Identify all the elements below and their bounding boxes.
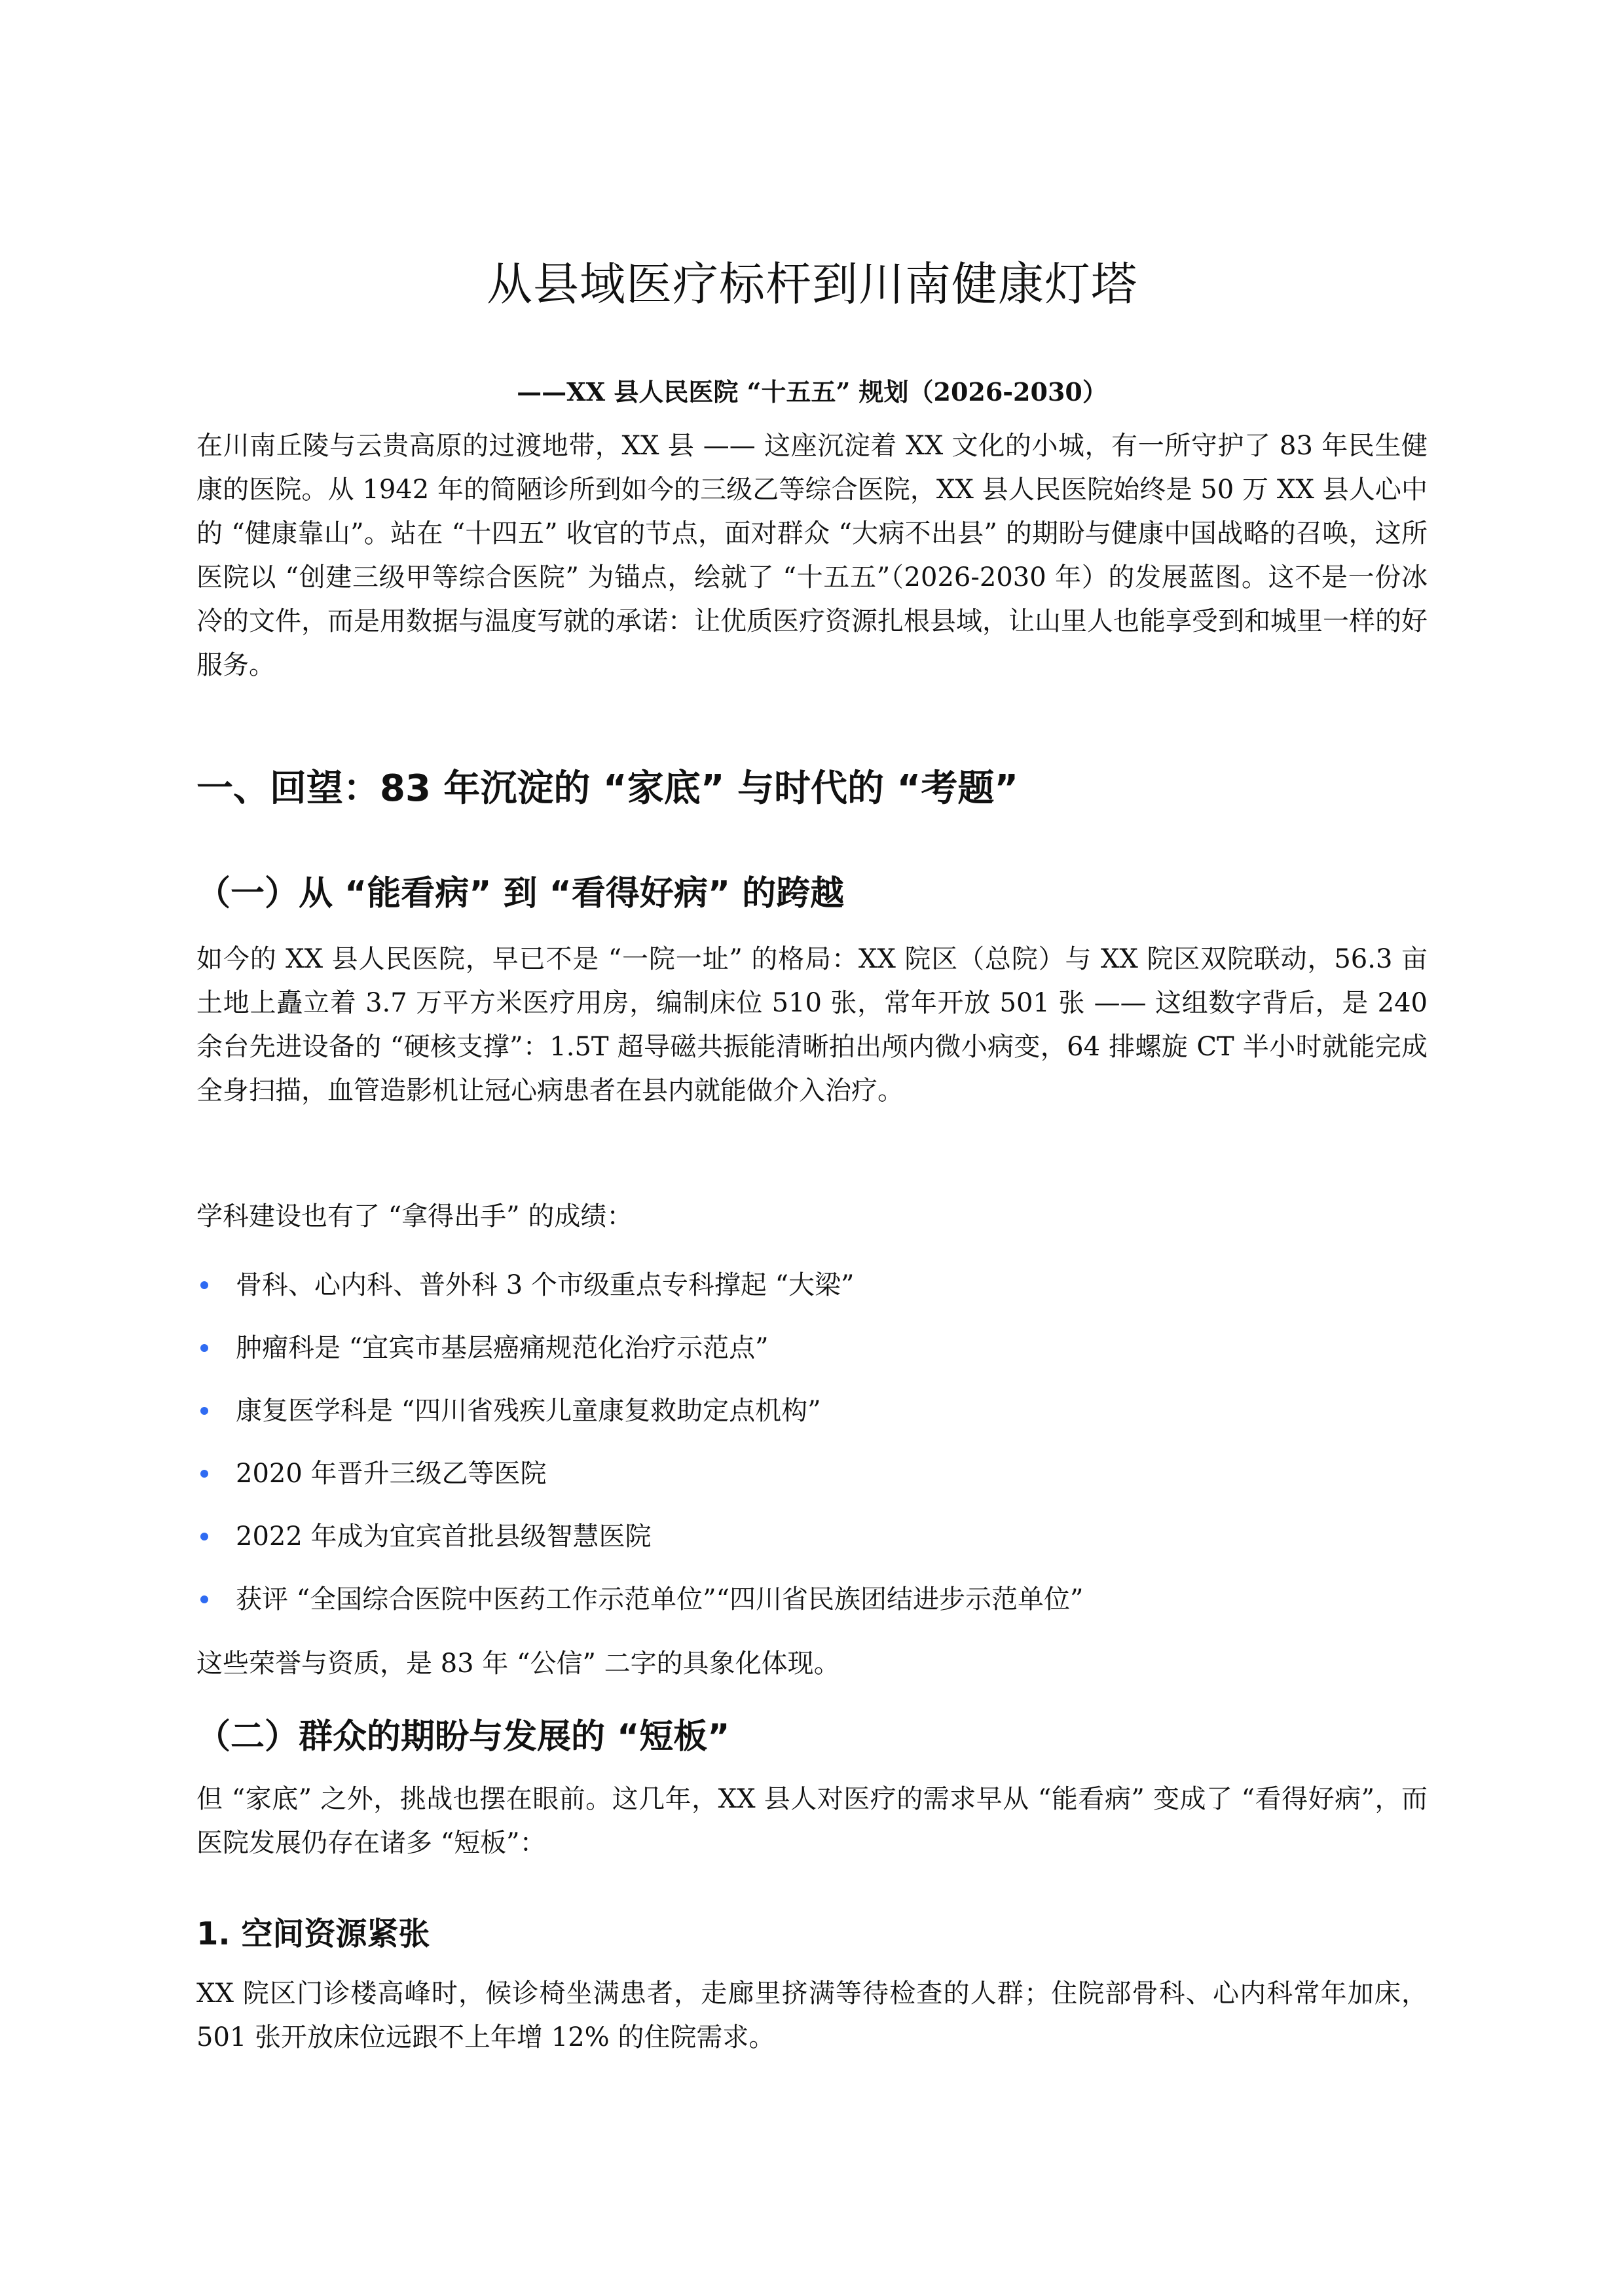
list-item-text: 肿瘤科是 “宜宾市基层癌痛规范化治疗示范点” [236, 1333, 769, 1363]
list-item-text: 获评 “全国综合医院中医药工作示范单位”“四川省民族团结进步示范单位” [236, 1584, 1084, 1614]
list-item [196, 1317, 1428, 1379]
intro-paragraph: 在川南丘陵与云贵高原的过渡地带，XX 县 —— 这座沉淀着 XX 文化的小城，有一所守护了 83 年民生健康的医院。从 1942 年的简陋诊所到如今的三级乙等综合医院，XX 县人民医院始终是 50 万 XX 县人心中的 “健康靠山”。站在 “十四五” 收官的节点，面对群众 “大病不出县” 的期盼与健康中国战略的召唤，这所医院以 “创建三级甲等综合医院” 为锚点，绘就了 “十五五”（2026-2030 年）的发展蓝图。这不是一份冰冷的文件，而是用数据与温度写就的承诺：让优质医疗资源扎根县域，让山里人也能享受到和城里一样的好服务。 [196, 431, 1428, 680]
list-item-text: 2022 年成为宜宾首批县级智慧医院 [236, 1522, 652, 1552]
bullet-icon [200, 1407, 208, 1415]
list-item-text: 2020 年晋升三级乙等医院 [236, 1459, 547, 1489]
achievement-list [196, 1254, 1428, 1631]
subsection-1-paragraph-2: 学科建设也有了 “拿得出手” 的成绩： [196, 1201, 633, 1231]
bullet-icon [200, 1595, 208, 1603]
list-item [196, 1505, 1428, 1568]
subsection-2-heading: （二）群众的期盼与发展的 “短板” [196, 1717, 730, 1757]
list-item [196, 1568, 1428, 1631]
bullet-icon [200, 1470, 208, 1478]
list-item-text: 骨科、心内科、普外科 3 个市级重点专科撑起 “大梁” [236, 1270, 855, 1300]
bullet-icon [200, 1281, 208, 1289]
bullet-icon [200, 1533, 208, 1540]
list-item [196, 1442, 1428, 1505]
subsection-2-paragraph-1: 但 “家底” 之外，挑战也摆在眼前。这几年，XX 县人对医疗的需求早从 “能看病” 变成了 “看得好病”，而医院发展仍存在诸多 “短板”： [196, 1784, 1428, 1858]
list-item [196, 1379, 1428, 1442]
list-item [196, 1254, 1428, 1317]
subsection-1-paragraph-3: 这些荣誉与资质，是 83 年 “公信” 二字的具象化体现。 [196, 1649, 840, 1679]
subsection-1-paragraph-1: 如今的 XX 县人民医院，早已不是 “一院一址” 的格局：XX 院区（总院）与 XX 院区双院联动，56.3 亩土地上矗立着 3.7 万平方米医疗用房，编制床位 510 张，常年开放 501 张 —— 这组数字背后，是 240 余台先进设备的 “硬核支撑”：1.5T 超导磁共振能清晰拍出颅内微小病变，64 排螺旋 CT 半小时就能完成全身扫描，血管造影机让冠心病患者在县内就能做介入治疗。 [196, 944, 1428, 1106]
document-title: 从县域医疗标杆到川南健康灯塔 [487, 257, 1137, 311]
list-item-text: 康复医学科是 “四川省残疾儿童康复救助定点机构” [236, 1396, 821, 1426]
item-1-heading: 1. 空间资源紧张 [196, 1916, 430, 1952]
item-1-paragraph: XX 院区门诊楼高峰时，候诊椅坐满患者，走廊里挤满等待检查的人群；住院部骨科、心内科常年加床，501 张开放床位远跟不上年增 12% 的住院需求。 [196, 1978, 1428, 2052]
subsection-1-heading: （一）从 “能看病” 到 “看得好病” 的跨越 [196, 874, 845, 913]
document-subtitle: ——XX 县人民医院 “十五五” 规划（2026-2030） [517, 377, 1107, 407]
bullet-icon [200, 1344, 208, 1352]
section-1-heading: 一、回望：83 年沉淀的 “家底” 与时代的 “考题” [196, 767, 1019, 810]
